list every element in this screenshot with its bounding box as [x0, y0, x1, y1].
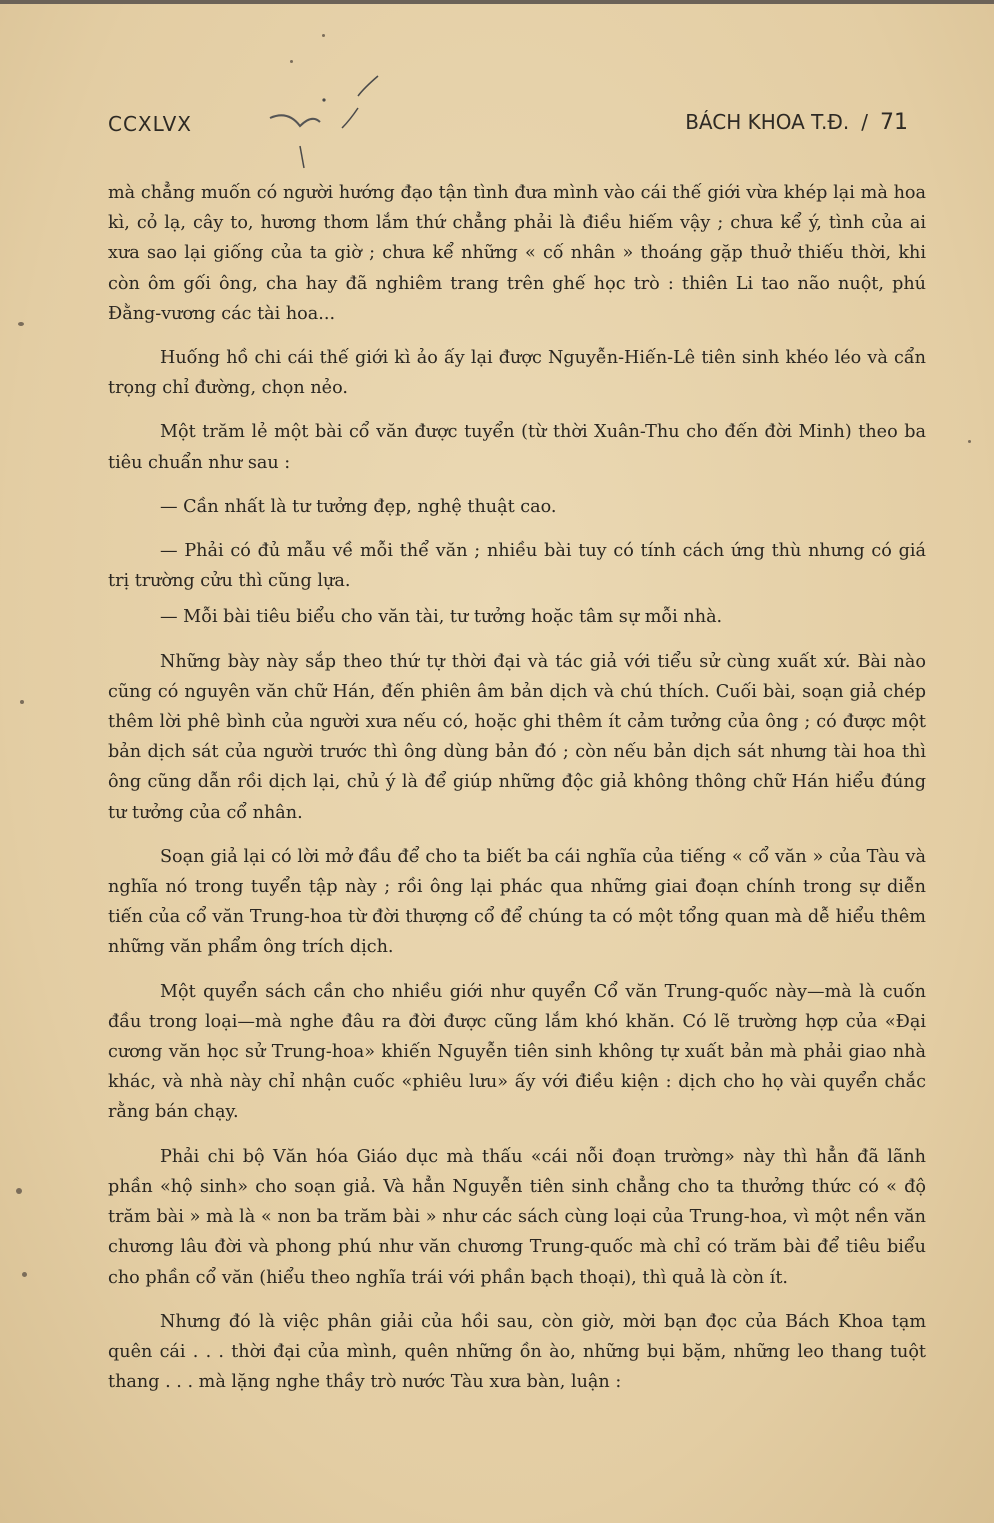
criterion-3: — Mỗi bài tiêu biểu cho văn tài, tư tưởng hoặc tâm sự mỗi nhà.	[160, 607, 723, 628]
section-code: CCXLVX	[108, 112, 192, 136]
running-header	[108, 106, 908, 140]
article-body	[108, 178, 926, 1397]
journal-title-block	[685, 110, 908, 135]
criterion-1: — Cần nhất là tư tưởng đẹp, nghệ thuật cao.	[160, 496, 557, 517]
paragraph-2: Huống hồ chi cái thế giới kì ảo ấy lại được Nguyễn-Hiến-Lê tiên sinh khéo léo và cẩn trọng chỉ đường, chọn nẻo.	[108, 348, 926, 399]
paragraph-5: Soạn giả lại có lời mở đầu để cho ta biết ba cái nghĩa của tiếng « cổ văn » của Tàu và nghĩa nó trong tuyển tập này ; rồi ông lại phác qua những giai đoạn chính trong sự diễn tiến của cổ văn Trung-hoa từ đời thượng cổ để chúng ta có một tổng quan mà dễ hiểu thêm những văn phẩm ông trích dịch.	[108, 846, 926, 958]
paragraph-3: Một trăm lẻ một bài cổ văn được tuyển (từ thời Xuân-Thu cho đến đời Minh) theo ba tiêu chuẩn như sau :	[108, 422, 926, 473]
paragraph-1: mà chẳng muốn có người hướng đạo tận tình đưa mình vào cái thế giới vừa khép lại mà hoa kì, cỏ lạ, cây to, hương thơm lắm thứ chẳng phải là điều hiếm vậy ; chưa kể ý, tình của ai xưa sao lại giống của ta giờ ; chưa kể những « cố nhân » thoáng gặp thuở thiếu thời, khi còn ôm gối ông, cha hay đã nghiêm trang trên ghế học trò : thiên Li tao não nuột, phú Đằng-vương các tài hoa...	[108, 183, 926, 324]
page-number: 71	[880, 110, 908, 135]
paragraph-7: Phải chi bộ Văn hóa Giáo dục mà thấu «cái nỗi đoạn trường» này thì hẳn đã lãnh phần «hộ sinh» cho soạn giả. Và hẳn Nguyễn tiên sinh chẳng cho ta thưởng thức có « độ trăm bài » mà là « non ba trăm bài » như các sách cùng loại của Trung-hoa, vì một nền văn chương lâu đời và phong phú như văn chương Trung-quốc mà chỉ có trăm bài để tiêu biểu cho phần cổ văn (hiểu theo nghĩa trái với phần bạch thoại), thì quả là còn ít.	[108, 1146, 926, 1288]
paragraph-8: Nhưng đó là việc phân giải của hồi sau, còn giờ, mời bạn đọc của Bách Khoa tạm quên cái . . . thời đại của mình, quên những ồn ào, những bụi bặm, những leo thang tuột thang . . . mà lặng nghe thầy trò nước Tàu xưa bàn, luận :	[108, 1311, 926, 1393]
page-edge-shadow	[0, 0, 994, 4]
paragraph-6: Một quyển sách cần cho nhiều giới như quyển Cổ văn Trung-quốc này—mà là cuốn đầu trong loại—mà nghe đâu ra đời được cũng lắm khó khăn. Có lẽ trường hợp của «Đại cương văn học sử Trung-hoa» khiến Nguyễn tiên sinh không tự xuất bản mà phải giao nhà khác, và nhà này chỉ nhận cuốc «phiêu lưu» ấy với điều kiện : dịch cho họ vài quyển chắc rằng bán chạy.	[108, 981, 926, 1123]
header-separator: /	[861, 110, 868, 134]
paragraph-4: Những bày này sắp theo thứ tự thời đại và tác giả với tiểu sử cùng xuất xứ. Bài nào cũng có nguyên văn chữ Hán, đến phiên âm bản dịch và chú thích. Cuối bài, soạn giả chép thêm lời phê bình của người xưa nếu có, hoặc ghi thêm ít cảm tưởng của ông ; có được một bản dịch sát của người trước thì ông dùng bản đó ; còn nếu bản dịch sát nhưng tài hoa thì ông cũng dẫn rồi dịch lại, chủ ý là để giúp những độc giả không thông chữ Hán hiểu đúng tư tưởng của cổ nhân.	[108, 651, 926, 823]
criterion-2: — Phải có đủ mẫu về mỗi thể văn ; nhiều bài tuy có tính cách ứng thù nhưng có giá trị trường cửu thì cũng lựa.	[108, 541, 926, 592]
journal-title: BÁCH KHOA T.Đ.	[685, 110, 850, 134]
